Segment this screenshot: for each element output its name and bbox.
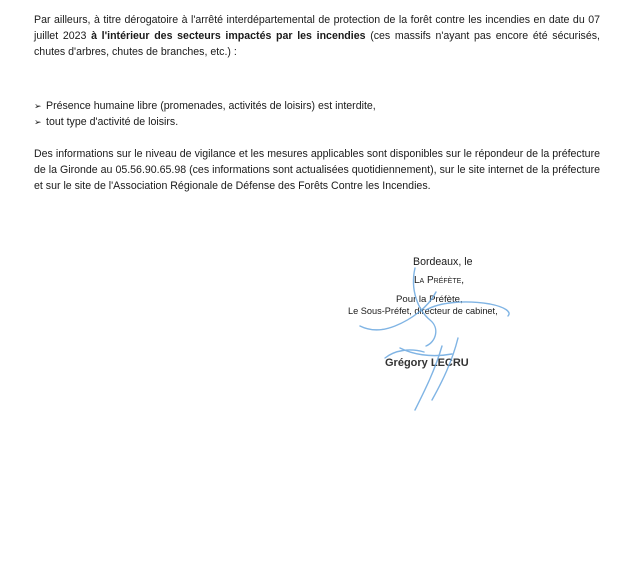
signature-sub-title: Le Sous-Préfet, directeur de cabinet,	[348, 306, 498, 316]
signatory-name: Grégory LECRU	[385, 357, 469, 369]
paragraph-derogation	[34, 12, 600, 60]
paragraph-bold-text: à l'intérieur des secteurs impactés par les incendies	[91, 30, 366, 42]
arrow-bullet-icon: ➢	[34, 117, 42, 127]
bullet-list	[34, 98, 376, 130]
arrow-bullet-icon: ➢	[34, 101, 42, 111]
signature-on-behalf: Pour la Préfète,	[396, 294, 463, 305]
list-item: ➢ tout type d'activité de loisirs.	[34, 116, 179, 128]
signature-place-date: Bordeaux, le	[413, 256, 473, 268]
paragraph-text: (ces massifs n'ayant pas encore été sécurisés, chutes d'arbres, chutes de branches, etc.) :	[34, 30, 600, 58]
paragraph-information: Des informations sur le niveau de vigilance et les mesures applicables sont disponibles sur le répondeur de la préfecture de la Gironde au 05.56.90.65.98 (ces informations sont actualisées quotidiennement), sur le site internet de la préfecture et sur le site de l'Association Régionale de Défense des Forêts Contre les Incendies.	[34, 148, 600, 192]
signature-role: La Préfète,	[414, 275, 465, 286]
list-item: ➢ Présence humaine libre (promenades, activités de loisirs) est interdite,	[34, 100, 376, 112]
paragraph-text: Par ailleurs, à titre dérogatoire à l'arrêté interdépartemental de protection de la forêt contre les incendies en date du 07 juillet 2023	[34, 14, 600, 42]
